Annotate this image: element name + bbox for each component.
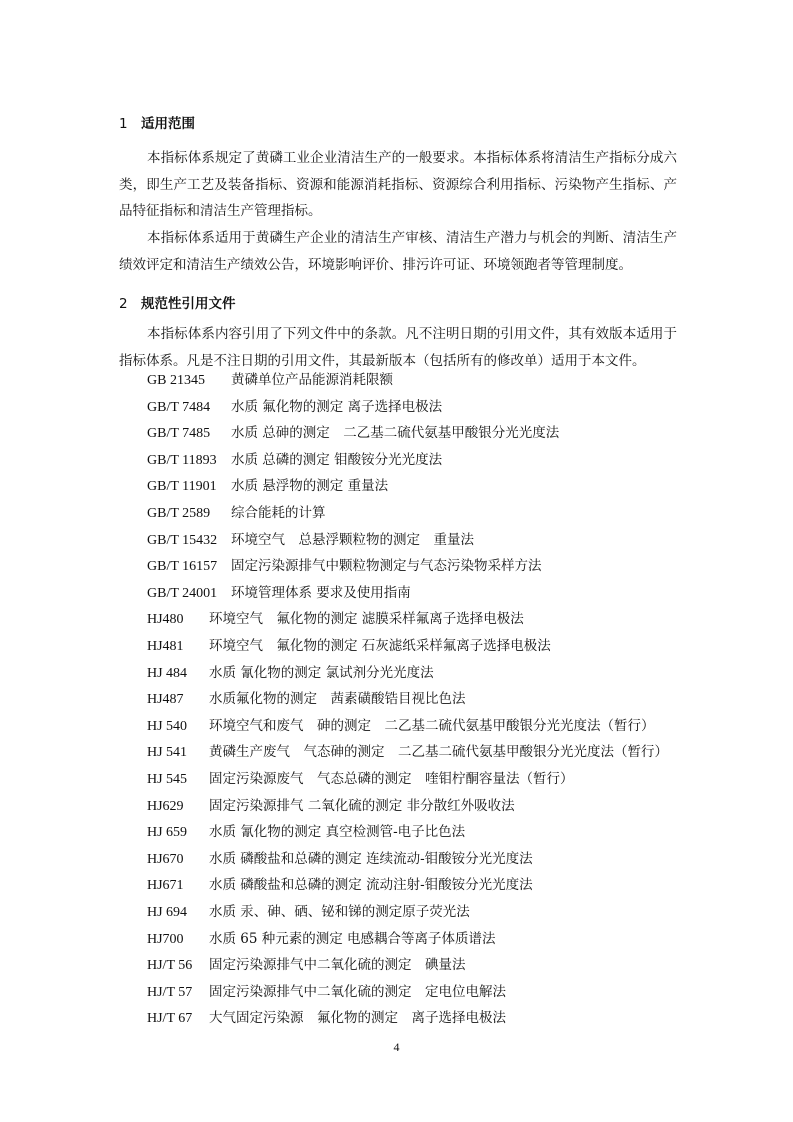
reference-item <box>147 689 466 709</box>
reference-item <box>147 450 442 470</box>
page-number: 4 <box>393 1040 400 1054</box>
reference-code: GB 21345 <box>147 373 205 388</box>
reference-title: 固定污染源排气 二氧化硫的测定 非分散红外吸收法 <box>209 797 515 814</box>
reference-item <box>147 636 551 656</box>
reference-title: 水质 氰化物的测定 氯试剂分光光度法 <box>209 664 434 681</box>
reference-item <box>147 982 506 1002</box>
reference-item <box>147 716 655 736</box>
reference-code: HJ/T 57 <box>147 984 193 1000</box>
reference-code: GB/T 7485 <box>147 426 211 442</box>
reference-title: 水质 总砷的测定 二乙基二硫代氨基甲酸银分光光度法 <box>231 425 560 442</box>
reference-item <box>147 929 496 949</box>
reference-item <box>147 769 574 789</box>
reference-item <box>147 796 515 816</box>
reference-code: GB/T 15432 <box>147 532 218 548</box>
reference-title: 水质 汞、砷、硒、铋和锑的测定原子荧光法 <box>209 904 470 920</box>
section-title: 适用范围 <box>141 116 195 132</box>
reference-code: HJ/T 67 <box>147 1011 193 1027</box>
reference-code: GB/T 2589 <box>147 506 211 521</box>
reference-item <box>147 875 533 895</box>
reference-title: 综合能耗的计算 <box>231 505 326 521</box>
reference-item <box>147 742 668 762</box>
reference-title: 水质 总磷的测定 钼酸铵分光光度法 <box>231 451 443 468</box>
reference-code: HJ/T 56 <box>147 958 193 974</box>
reference-code: GB/T 11901 <box>147 479 217 495</box>
reference-title: 水质 氰化物的测定 真空检测管-电子比色法 <box>209 824 466 841</box>
reference-title: 水质氟化物的测定 茜素磺酸锆目视比色法 <box>209 691 466 708</box>
reference-code: GB/T 7484 <box>147 399 211 415</box>
section-number: 2 <box>119 296 128 312</box>
reference-item <box>147 397 442 417</box>
reference-item <box>147 849 533 869</box>
reference-title: 黄磷生产废气 气态砷的测定 二乙基二硫代氨基甲酸银分光光度法（暂行） <box>209 744 668 761</box>
reference-title: 环境空气和废气 砷的测定 二乙基二硫代氨基甲酸银分光光度法（暂行） <box>209 717 655 734</box>
reference-item <box>147 476 388 496</box>
reference-title: 环境空气 总悬浮颗粒物的测定 重量法 <box>231 531 474 548</box>
reference-title: 大气固定污染源 氟化物的测定 离子选择电极法 <box>209 1010 506 1027</box>
reference-title: 固定污染源排气中二氧化硫的测定 碘量法 <box>209 957 466 974</box>
reference-title: 固定污染源排气中二氧化硫的测定 定电位电解法 <box>209 983 506 1000</box>
reference-code: HJ 484 <box>147 665 188 681</box>
reference-title: 固定污染源废气 气态总磷的测定 喹钼柠酮容量法（暂行） <box>209 771 574 787</box>
reference-code: HJ700 <box>147 931 184 947</box>
reference-code: GB/T 16157 <box>147 559 218 575</box>
reference-title: 水质 磷酸盐和总磷的测定 连续流动-钼酸铵分光光度法 <box>209 850 533 867</box>
reference-title: 水质 65 种元素的测定 电感耦合等离子体质谱法 <box>209 930 496 947</box>
paragraph: 本指标体系规定了黄磷工业企业清洁生产的一般要求。本指标体系将清洁生产指标分成六类，即生产工艺及装备指标、资源和能源消耗指标、资源综合利用指标、污染物产生指标、产品特征指标和清洁生产管理指标。 <box>119 150 677 219</box>
reference-code: HJ480 <box>147 612 184 628</box>
reference-item <box>147 530 474 550</box>
reference-code: HJ 540 <box>147 718 188 734</box>
reference-code: HJ671 <box>147 878 184 894</box>
reference-code: GB/T 11893 <box>147 452 217 468</box>
reference-item <box>147 955 466 975</box>
reference-title: 环境空气 氟化物的测定 石灰滤纸采样氟离子选择电极法 <box>209 638 551 654</box>
reference-code: HJ487 <box>147 692 184 708</box>
paragraph: 本指标体系内容引用了下列文件中的条款。凡不注明日期的引用文件，其有效版本适用于指标体系。凡是不注日期的引用文件，其最新版本（包括所有的修改单）适用于本文件。 <box>119 326 677 369</box>
reference-code: HJ629 <box>147 798 184 814</box>
reference-title: 水质 磷酸盐和总磷的测定 流动注射-钼酸铵分光光度法 <box>209 877 533 894</box>
reference-item <box>147 1008 506 1028</box>
reference-item <box>147 556 542 576</box>
reference-item <box>147 822 465 842</box>
reference-title: 水质 氟化物的测定 离子选择电极法 <box>231 398 443 415</box>
reference-item <box>147 663 434 683</box>
reference-title: 黄磷单位产品能源消耗限额 <box>231 372 393 388</box>
reference-code: HJ 541 <box>147 745 188 761</box>
reference-item <box>147 583 411 603</box>
reference-item <box>147 503 326 523</box>
reference-code: HJ481 <box>147 639 184 654</box>
reference-title: 水质 悬浮物的测定 重量法 <box>231 478 389 495</box>
reference-item <box>147 370 393 390</box>
reference-item <box>147 423 559 443</box>
reference-title: 固定污染源排气中颗粒物测定与气态污染物采样方法 <box>231 558 542 575</box>
paragraph: 本指标体系适用于黄磷生产企业的清洁生产审核、清洁生产潜力与机会的判断、清洁生产绩效评定和清洁生产绩效公告，环境影响评价、排污许可证、环境领跑者等管理制度。 <box>119 230 677 273</box>
reference-code: HJ 659 <box>147 825 188 841</box>
reference-title: 环境空气 氟化物的测定 滤膜采样氟离子选择电极法 <box>209 611 524 628</box>
section-title: 规范性引用文件 <box>141 296 236 312</box>
reference-code: HJ 694 <box>147 905 188 920</box>
reference-title: 环境管理体系 要求及使用指南 <box>231 584 411 601</box>
section-heading-1 <box>119 112 195 132</box>
section-number: 1 <box>119 116 128 132</box>
reference-code: GB/T 24001 <box>147 585 218 601</box>
reference-item <box>147 902 470 922</box>
reference-item <box>147 609 524 629</box>
reference-code: HJ670 <box>147 851 184 867</box>
section-heading-2 <box>119 292 236 312</box>
reference-code: HJ 545 <box>147 772 188 787</box>
